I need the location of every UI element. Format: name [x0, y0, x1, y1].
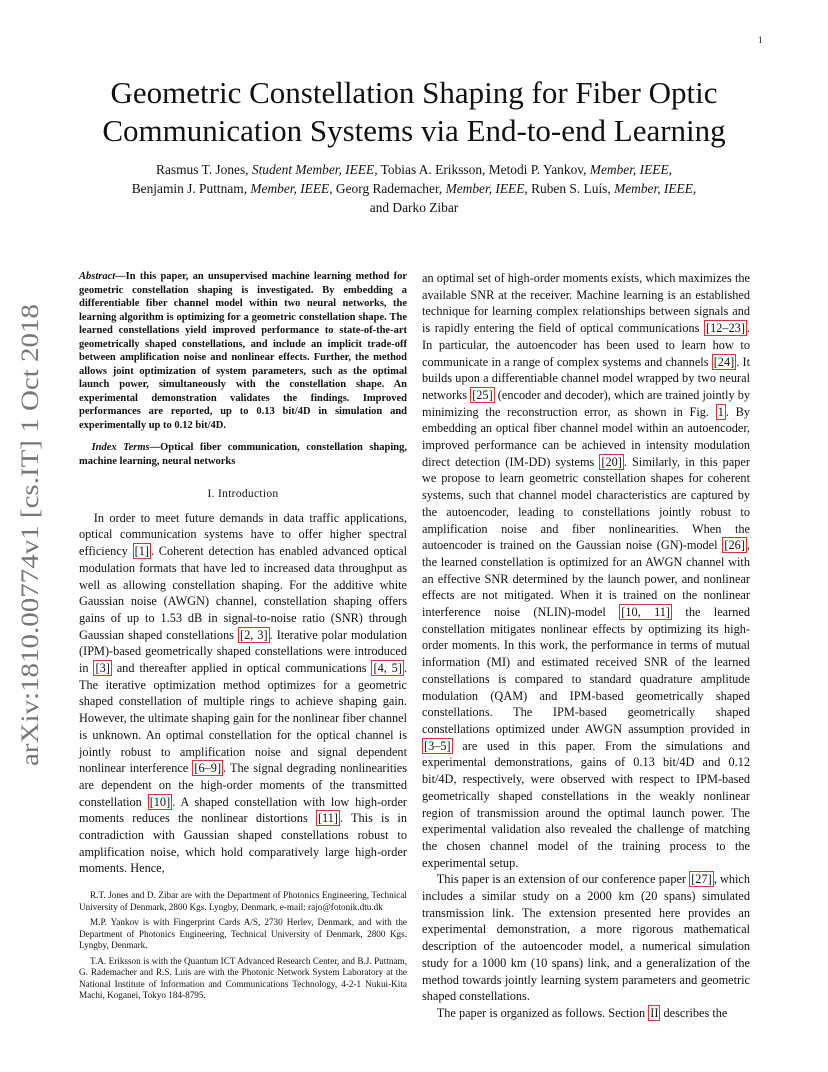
text: are used in this paper. From the simulations and experimental demonstrations, gains of 0.13 bit/4D and 0.12 bit/4D, respectively, were observed with respect to IPM-based geometrically shaped constellations in the weakly nonlinear region of transmission around the optimal launch power. The experimental validation also revealed the challenge of matching the chosen channel model of the training process to the experimental setup.: [422, 738, 750, 870]
text: This paper is an extension of our conference paper: [436, 872, 690, 887]
author: Rasmus T. Jones,: [156, 162, 252, 177]
text: , the learned constellation is optimized for an AWGN channel with an effective SNR determined by the launch power, and nonlinear effects are not mitigated. When it is trained on the nonlinear interference noise (NLIN)-model: [422, 538, 750, 620]
author-role: Member, IEEE,: [589, 162, 672, 177]
text: the learned constellation mitigates nonlinear effects by optimizing its high-order moments. In this work, the performance in terms of mutual information (MI) and estimated received SNR of the learned constellations is compared to standard quadrature amplitude modulation (QAM) and IPM-based geometrically shaped constellations. The IPM-based geometrically shaped constellations optimized under AWGN assumption provided in: [422, 605, 750, 736]
citation-link[interactable]: [3–5]: [424, 738, 451, 753]
citation-link[interactable]: [11]: [317, 811, 338, 826]
text: The paper is organized as follows. Section: [436, 1005, 649, 1020]
arxiv-stamp-graphic: [6, 300, 58, 770]
text: and thereafter applied in optical communications: [111, 661, 372, 676]
arxiv-stamp-text: arXiv:1810.00774v1 [cs.IT] 1 Oct 2018: [17, 367, 44, 766]
text: . Coherent detection has enabled advanced optical modulation formats that have led to increased data throughput as well as allowing constellation shaping. For the additive white Gaussian noise (AWGN) channel, constellation shaping offers gains of up to 1.53 dB in signal-to-noise ratio (SNR) through Gaussian shaped constellations: [79, 544, 407, 642]
index-terms-lead: Index Terms: [91, 442, 150, 453]
text: . Similarly, in this paper we propose to learn geometric constellation shapes for coherent systems, such that channel model characteristics are captured by the autoencoder, leading to constellations jointly robust to amplification noise and fiber nonlinearities. When the autoencoder is trained on the Gaussian noise (GN)-model: [422, 454, 750, 553]
text: . By embedding an optical fiber channel model within an autoencoder, improved performance can be achieved in intensity modulation direct detection (IM-DD) systems: [422, 404, 751, 469]
page-number: 1: [758, 35, 763, 45]
body-paragraph: [422, 270, 750, 871]
citation-link[interactable]: [1]: [134, 544, 149, 559]
text: . The iterative optimization method optimizes for a geometric shaped constellation of multiple rings to achieve shaping gain. However, the ultimate shaping gain for the nonlinear fiber channel is unknown. An optimal constellation for the optical channel is jointly robust to amplification noise and signal dependent nonlinear interference: [79, 661, 408, 776]
title-line-2: Communication Systems via End-to-end Learning: [102, 113, 726, 148]
author-list: [70, 160, 758, 217]
author: Tobias A. Eriksson, Metodi P. Yankov,: [377, 162, 590, 177]
arxiv-stamp: [6, 300, 58, 770]
text: . The signal degrading nonlinearities are dependent on the high-order moments of the transmitted constellation: [79, 761, 407, 809]
left-column: [79, 270, 407, 877]
citation-link[interactable]: [4, 5]: [373, 661, 402, 676]
abstract: [79, 270, 407, 432]
text: . In particular, the autoencoder has been used to learn how to communicate in a range of complex systems and channels: [422, 321, 750, 369]
body-paragraph: [422, 871, 750, 1005]
title-line-1: Geometric Constellation Shaping for Fiber Optic: [110, 75, 718, 110]
text: . Iterative polar modulation (IPM)-based geometrically shaped constellations were introduced in: [79, 627, 408, 676]
author-role: Member, IEEE,: [614, 181, 697, 196]
abstract-text: —In this paper, an unsupervised machine learning method for geometric constellation shaping is investigated. By embedding a differentiable fiber channel model within two neural networks, the learning algorithm is optimizing for a geometric constellation shape. The learned constellations yield improved performance to state-of-the-art geometrically shaped constellations, and include an implicit trade-off between amplification noise and nonlinear effects. Further, the method allows joint optimization of system parameters, such as the optimal launch power, simultaneously with the constellation shape. An experimental demonstration validates the findings. Improved performances are reported, up to 0.13 bit/4D in simulation and experimentally up to 0.12 bit/4D.: [79, 271, 407, 431]
citation-link[interactable]: [26]: [724, 538, 745, 553]
footnote: T.A. Eriksson is with the Quantum ICT Advanced Research Center, and B.J. Puttnam, G. Rademacher and R.S. Luís are with the Photonic Network System Laboratory at the National Institute of Information and Communications Technology, 4-2-1 Nukui-Kita Machi, Koganei, Tokyo 184-8795.: [79, 955, 407, 1000]
citation-link[interactable]: [25]: [472, 387, 493, 402]
paper-title: [70, 74, 758, 150]
author: Benjamin J. Puttnam,: [131, 181, 251, 196]
author: Ruben S. Luís,: [527, 181, 615, 196]
citation-link[interactable]: [3]: [95, 661, 110, 676]
author: and Darko Zibar: [369, 200, 459, 215]
citation-link[interactable]: [10]: [149, 794, 171, 809]
right-column: [422, 270, 750, 1022]
text: , which includes a similar study on a 2000 km (20 spans) simulated transmission link. The extension presented here provides an experimental demonstration, a more rigorous mathematical description of the autoencoder model, a numerical simulation study for a 1000 km (10 spans) link, and a generalization of the method towards jointly learning system parameters and geometric shaped constellations.: [422, 872, 750, 1004]
footnotes: [79, 890, 407, 1006]
index-terms-text: —Optical fiber communication, constellation shaping, machine learning, neural networks: [79, 442, 407, 467]
abstract-lead: Abstract: [79, 271, 116, 282]
citation-link[interactable]: [12–23]: [705, 321, 745, 336]
figure-link[interactable]: 1: [717, 404, 724, 419]
section-link[interactable]: II: [650, 1005, 659, 1020]
text: In order to meet future demands in data traffic applications, optical communication systems have to offer higher spectral efficiency: [79, 510, 407, 559]
citation-link[interactable]: [20]: [601, 454, 622, 469]
author-role: Member, IEEE,: [250, 181, 333, 196]
citation-link[interactable]: [2, 3]: [239, 627, 268, 642]
text: describes the: [660, 1005, 728, 1020]
citation-link[interactable]: [6–9]: [194, 761, 222, 776]
author-role: Member, IEEE,: [445, 181, 528, 196]
intro-paragraph: [79, 510, 407, 877]
text: an optimal set of high-order moments exists, which maximizes the available SNR at the receiver. Machine learning is an established technique for learning complex relationships between signals and is rapidly entering the field of optical communications: [422, 271, 750, 336]
section-heading: I. Introduction: [207, 488, 279, 500]
author: Georg Rademacher,: [332, 181, 446, 196]
footnote: R.T. Jones and D. Zibar are with the Department of Photonics Engineering, Technical University of Denmark, 2800 Kgs. Lyngby, Denmark, e-mail: rajo@fotonik.dtu.dk: [79, 890, 407, 912]
index-terms: [79, 441, 407, 468]
text: . A shaped constellation with low high-order moments reduces the nonlinear distortions: [79, 794, 408, 826]
text: . It builds upon a differentiable channel model wrapped by two neural networks: [422, 354, 750, 402]
text: (encoder and decoder), which are trained jointly by minimizing the reconstruction error, as shown in Fig.: [422, 387, 750, 419]
body-paragraph: [422, 1005, 750, 1022]
citation-link[interactable]: [10, 11]: [621, 605, 671, 620]
footnote: M.P. Yankov is with Fingerprint Cards A/S, 2730 Herlev, Denmark, and with the Department of Photonics Engineering, Technical University of Denmark, 2800 Kgs. Lyngby, Denmark.: [79, 917, 407, 950]
author-role: Student Member, IEEE,: [251, 162, 378, 177]
citation-link[interactable]: [27]: [691, 872, 712, 887]
text: . This is in contradiction with Gaussian shaped constellations robust to amplification noise, which hold comparatively large high-order moments. Hence,: [79, 811, 407, 876]
citation-link[interactable]: [24]: [713, 354, 735, 369]
